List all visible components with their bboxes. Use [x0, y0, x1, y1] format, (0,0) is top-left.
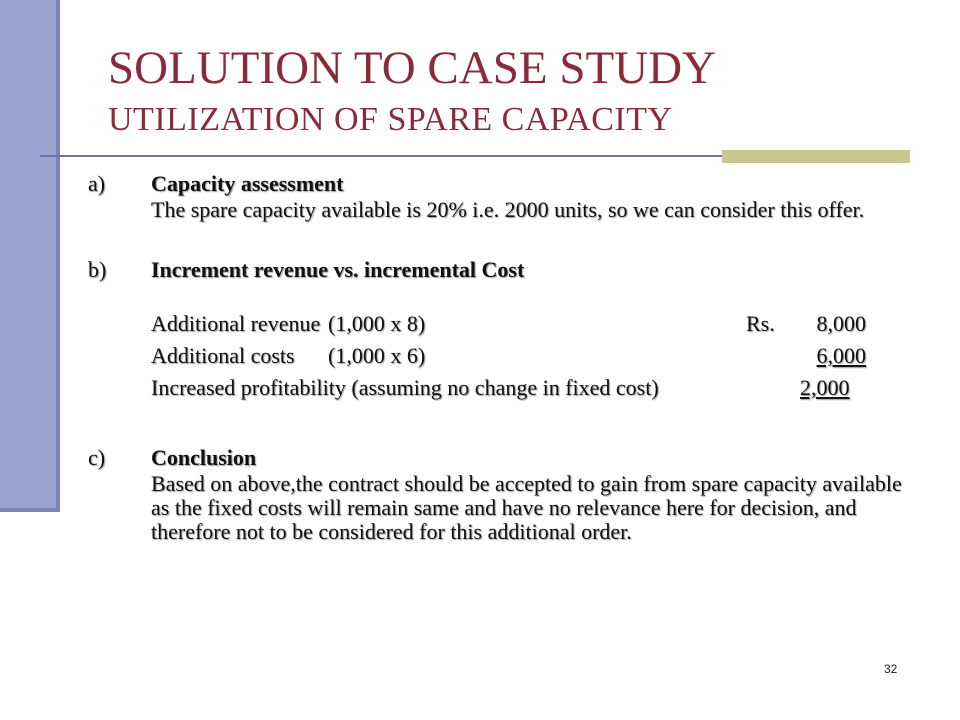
section-c-body: Based on above,the contract should be accepted to gain from spare capacity available as the fixed costs will remain same and have no relevance here for decision, and therefore not to be considered for this additional order.	[151, 471, 902, 544]
spacer	[88, 284, 918, 312]
section-a-heading: Capacity assessment	[151, 171, 344, 196]
revenue-currency: Rs.	[746, 311, 775, 336]
section-c-marker: c)	[88, 445, 106, 470]
costs-amount: 6,000	[816, 343, 866, 368]
spacer	[88, 222, 918, 258]
revenue-calc: (1,000 x 8)	[328, 311, 426, 336]
section-a-heading-row	[88, 172, 918, 198]
spacer	[88, 408, 918, 446]
profit-row	[88, 376, 918, 408]
slide-title: SOLUTION TO CASE STUDY	[108, 42, 716, 94]
costs-label: Additional costs	[151, 343, 295, 368]
costs-calc: (1,000 x 6)	[328, 343, 426, 368]
costs-row	[88, 344, 918, 376]
profit-label: Increased profitability (assuming no change in fixed cost)	[151, 375, 659, 400]
slide-content	[88, 172, 918, 544]
revenue-amount: 8,000	[816, 311, 866, 336]
section-b-heading: Increment revenue vs. incremental Cost	[151, 257, 525, 282]
page-number: 32	[884, 662, 898, 676]
section-c-heading-row	[88, 446, 918, 472]
slide-subtitle: UTILIZATION OF SPARE CAPACITY	[108, 101, 673, 138]
profit-amount: 2,000	[800, 375, 850, 400]
divider-accent	[722, 150, 910, 163]
section-b-heading-row	[88, 258, 918, 284]
section-c-heading: Conclusion	[151, 445, 257, 470]
section-b-marker: b)	[88, 257, 107, 282]
revenue-label: Additional revenue	[151, 311, 321, 336]
section-a-marker: a)	[88, 171, 106, 196]
revenue-row	[88, 312, 918, 344]
section-a-body: The spare capacity available is 20% i.e. 2000 units, so we can consider this offer.	[151, 197, 865, 222]
left-decorative-bar	[0, 0, 60, 512]
